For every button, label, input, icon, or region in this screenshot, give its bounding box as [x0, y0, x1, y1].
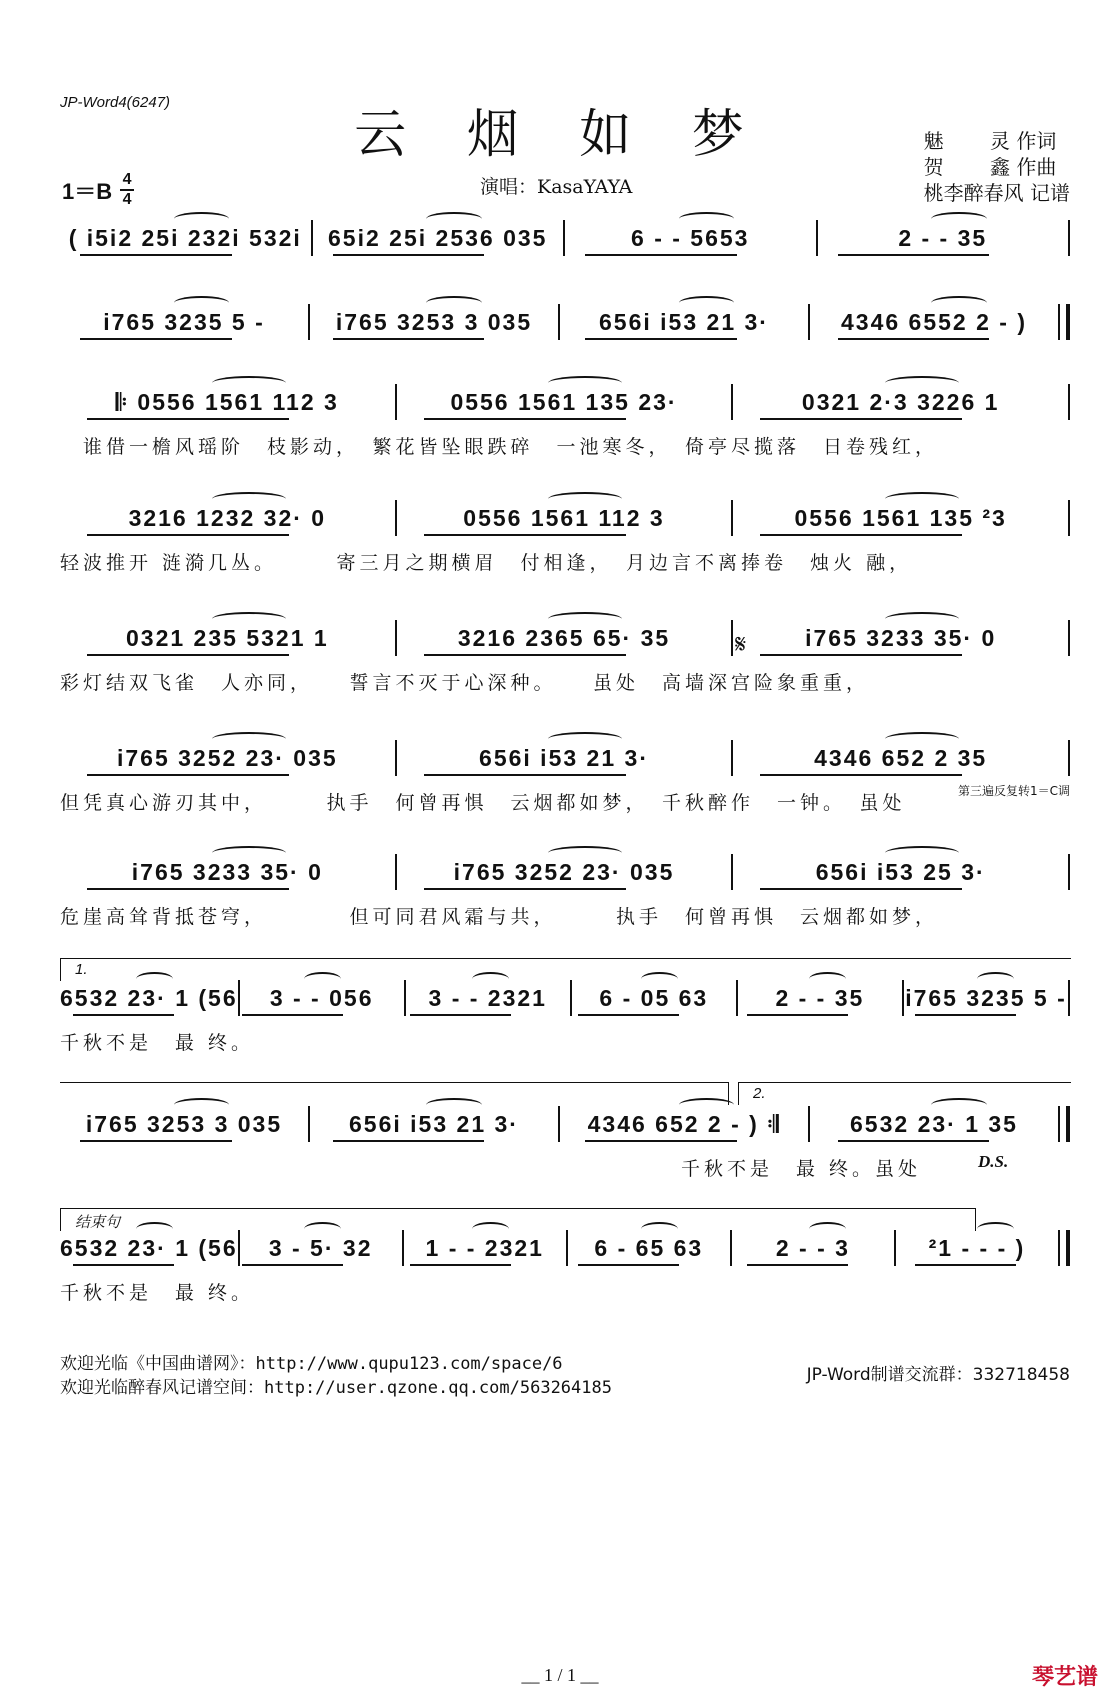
song-title: 云 烟 如 梦 — [354, 105, 766, 165]
end-barline — [1058, 1230, 1070, 1266]
slur-mark — [174, 296, 230, 310]
beam-line — [838, 254, 990, 256]
beam-line — [87, 888, 289, 890]
measure: 65i2 25i 2536 035 — [328, 224, 548, 251]
time-top: 4 — [122, 171, 132, 188]
slur-mark — [885, 376, 959, 390]
lyric-line: 千秋不是 最 终。 — [60, 1032, 255, 1054]
measure: 6 - 65 63 — [594, 1234, 704, 1261]
coda-label: 结束句 — [75, 1214, 121, 1231]
volta-1-label: 1. — [75, 961, 88, 978]
slur-mark — [426, 212, 482, 226]
measure: 656i i53 21 3· — [479, 744, 649, 771]
beam-line — [87, 418, 289, 420]
measure: 1 - - 2321 — [425, 1234, 544, 1261]
measure: 0556 1561 112 3 — [463, 504, 665, 531]
beam-line — [410, 1014, 511, 1016]
slur-mark — [174, 212, 230, 226]
measure: 0321 2·3 3226 1 — [801, 388, 1000, 415]
beam-line — [424, 888, 626, 890]
beam-line — [73, 1014, 174, 1016]
lyric-line: 但凭真心游刃其中， 执手 何曾再惧 云烟都如梦， 千秋醉作 一钟。 虽处 — [60, 792, 906, 814]
slur-mark — [136, 972, 173, 986]
slur-mark — [212, 376, 286, 390]
key-label: 1＝B — [62, 178, 113, 204]
key-signature — [62, 172, 134, 208]
lyric-line: 千秋不是 最 终。虽处 — [60, 1158, 922, 1180]
beam-line — [838, 1140, 990, 1142]
beam-line — [915, 1014, 1016, 1016]
measure: i765 3235 5 - — [905, 984, 1067, 1011]
slur-mark — [931, 296, 987, 310]
measure: 6 - - 5653 — [631, 224, 750, 251]
lyricist: 魅 灵 作词 — [923, 129, 1057, 153]
lyric-line: 谁借一檐风瑶阶 枝影动， 繁花皆坠眼跌碎 一池寒冬， 倚亭尽揽落 日卷残红， — [60, 436, 939, 458]
beam-line — [87, 534, 289, 536]
notation-row — [60, 1230, 1070, 1266]
beam-line — [333, 338, 485, 340]
measure: 2 - - 35 — [898, 224, 988, 251]
beam-line — [760, 654, 962, 656]
measure: ²1 - - - ) — [928, 1234, 1026, 1261]
measure: 3 - - 056 — [269, 984, 374, 1011]
beam-line — [80, 254, 232, 256]
beam-line — [333, 1140, 485, 1142]
beam-line — [838, 338, 990, 340]
credits — [924, 128, 1070, 206]
measure: 𝄆 0556 1561 112 3 — [115, 388, 339, 415]
slur-mark — [931, 1098, 987, 1112]
footer-link-1[interactable]: 欢迎光临《中国曲谱网》：http://www.qupu123.com/space/6 — [60, 1354, 563, 1374]
measure: 4346 6552 2 - ) — [840, 308, 1027, 335]
lyric-line: 轻波推开 涟漪几丛。 寄三月之期横眉 付相逢， 月边言不离捧卷 烛火 融， — [60, 552, 913, 574]
footer-links — [60, 1352, 612, 1400]
slur-mark — [679, 296, 735, 310]
slur-mark — [136, 1222, 173, 1236]
brand-logo: 琴艺谱 — [1031, 1665, 1098, 1690]
measure: 4346 652 2 - ) 𝄇 — [587, 1110, 781, 1137]
beam-line — [424, 418, 626, 420]
singer: 演唱：KasaYAYA — [480, 176, 633, 198]
measure: 3 - 5· 32 — [268, 1234, 373, 1261]
notation-row — [60, 980, 1070, 1016]
end-barline — [1068, 500, 1070, 536]
beam-line — [915, 1264, 1016, 1266]
measure: 656i i53 21 3· — [349, 1110, 519, 1137]
slur-mark — [212, 846, 286, 860]
software-label: JP-Word4(6247) — [60, 94, 171, 111]
volta-2-bracket — [738, 1082, 1071, 1105]
slur-mark — [212, 732, 286, 746]
slur-mark — [885, 732, 959, 746]
slur-mark — [426, 1098, 482, 1112]
slur-mark — [809, 1222, 846, 1236]
end-barline — [1058, 304, 1070, 340]
measure: i765 3233 35· 0 — [805, 624, 997, 651]
measure: i765 3253 3 035 — [85, 1110, 283, 1137]
ds-mark: D.S. — [978, 1152, 1009, 1171]
page-number: __ 1 / 1 __ — [521, 1665, 599, 1685]
time-bottom: 4 — [122, 191, 132, 208]
beam-line — [424, 534, 626, 536]
lyric-line: 危崖高耸背抵苍穹， 但可同君风霜与共， 执手 何曾再惧 云烟都如梦， — [60, 906, 939, 928]
beam-line — [80, 1140, 232, 1142]
slur-mark — [885, 612, 959, 626]
beam-line — [760, 888, 962, 890]
lyric-line: 千秋不是 最 终。 — [60, 1282, 255, 1304]
time-signature — [120, 172, 134, 208]
segno-icon: 𝄋 — [735, 630, 747, 660]
end-barline — [1068, 220, 1070, 256]
slur-mark — [679, 1098, 735, 1112]
end-barline — [1068, 980, 1070, 1016]
modulation-note: 第三遍反复转1＝C调 — [957, 784, 1070, 798]
slur-mark — [304, 1222, 341, 1236]
measure: 0556 1561 135 23· — [450, 388, 678, 415]
volta-2-label: 2. — [753, 1085, 766, 1102]
slur-mark — [977, 1222, 1014, 1236]
slur-mark — [809, 972, 846, 986]
slur-mark — [679, 212, 735, 226]
measure: i765 3233 35· 0 — [131, 858, 323, 885]
slur-mark — [548, 612, 622, 626]
measure: 0321 235 5321 1 — [126, 624, 329, 651]
slur-mark — [426, 296, 482, 310]
slur-mark — [641, 1222, 678, 1236]
beam-line — [80, 338, 232, 340]
measure: 656i i53 25 3· — [815, 858, 986, 885]
composer: 贺 鑫 作曲 — [923, 155, 1057, 179]
group-info: JP-Word制谱交流群：332718458 — [806, 1365, 1070, 1385]
slur-mark — [885, 846, 959, 860]
slur-mark — [885, 492, 959, 506]
measure: 3 - - 2321 — [428, 984, 547, 1011]
lyric-line: 彩灯结双飞雀 人亦同， 誓言不灭于心深种。 虽处 高墙深宫险象重重， — [60, 672, 870, 694]
end-barline — [1068, 384, 1070, 420]
volta-1-continuation — [60, 1082, 729, 1105]
beam-line — [760, 418, 962, 420]
beam-line — [410, 1264, 511, 1266]
slur-mark — [548, 846, 622, 860]
slur-mark — [472, 972, 509, 986]
measure: 0556 1561 135 ²3 — [794, 504, 1007, 531]
measure: 4346 652 2 35 — [814, 744, 988, 771]
slur-mark — [548, 376, 622, 390]
measure: ( i5i2 25i 232i 532i — [68, 224, 302, 251]
measure: 6532 23· 1 (56 — [60, 984, 238, 1011]
measure: 3216 2365 65· 35 — [457, 624, 671, 651]
beam-line — [585, 338, 737, 340]
measure: i765 3253 3 035 — [335, 308, 533, 335]
end-barline — [1068, 620, 1070, 656]
beam-line — [333, 254, 485, 256]
slur-mark — [212, 492, 286, 506]
beam-line — [760, 534, 962, 536]
slur-mark — [304, 972, 341, 986]
beam-line — [747, 1014, 848, 1016]
beam-line — [578, 1014, 679, 1016]
slur-mark — [472, 1222, 509, 1236]
end-barline — [1058, 1106, 1070, 1142]
measure: 6 - 05 63 — [599, 984, 709, 1011]
beam-line — [424, 654, 626, 656]
beam-line — [578, 1264, 679, 1266]
beam-line — [87, 654, 289, 656]
slur-mark — [548, 732, 622, 746]
beam-line — [73, 1264, 174, 1266]
volta-1-bracket — [60, 958, 1071, 981]
measure: i765 3252 23· 035 — [453, 858, 675, 885]
measure: 2 - - 3 — [775, 1234, 850, 1261]
beam-line — [585, 1140, 737, 1142]
transcriber: 桃李醉春风 记谱 — [923, 181, 1070, 205]
slur-mark — [931, 212, 987, 226]
beam-line — [760, 774, 962, 776]
slur-mark — [641, 972, 678, 986]
measure: 3216 1232 32· 0 — [128, 504, 327, 531]
slur-mark — [174, 1098, 230, 1112]
slur-mark — [212, 612, 286, 626]
beam-line — [242, 1014, 343, 1016]
slur-mark — [548, 492, 622, 506]
measure: 6532 23· 1 35 — [850, 1110, 1018, 1137]
footer-link-2[interactable]: 欢迎光临醉春风记谱空间：http://user.qzone.qq.com/563264185 — [60, 1378, 612, 1398]
end-barline — [1068, 854, 1070, 890]
measure: 2 - - 35 — [775, 984, 865, 1011]
beam-line — [424, 774, 626, 776]
end-barline — [1068, 740, 1070, 776]
beam-line — [747, 1264, 848, 1266]
slur-mark — [977, 972, 1014, 986]
beam-line — [585, 254, 737, 256]
measure: 6532 23· 1 (56 — [60, 1234, 238, 1261]
beam-line — [87, 774, 289, 776]
measure: i765 3252 23· 035 — [116, 744, 338, 771]
beam-line — [242, 1264, 343, 1266]
measure: i765 3235 5 - — [103, 308, 265, 335]
measure: 656i i53 21 3· — [599, 308, 769, 335]
